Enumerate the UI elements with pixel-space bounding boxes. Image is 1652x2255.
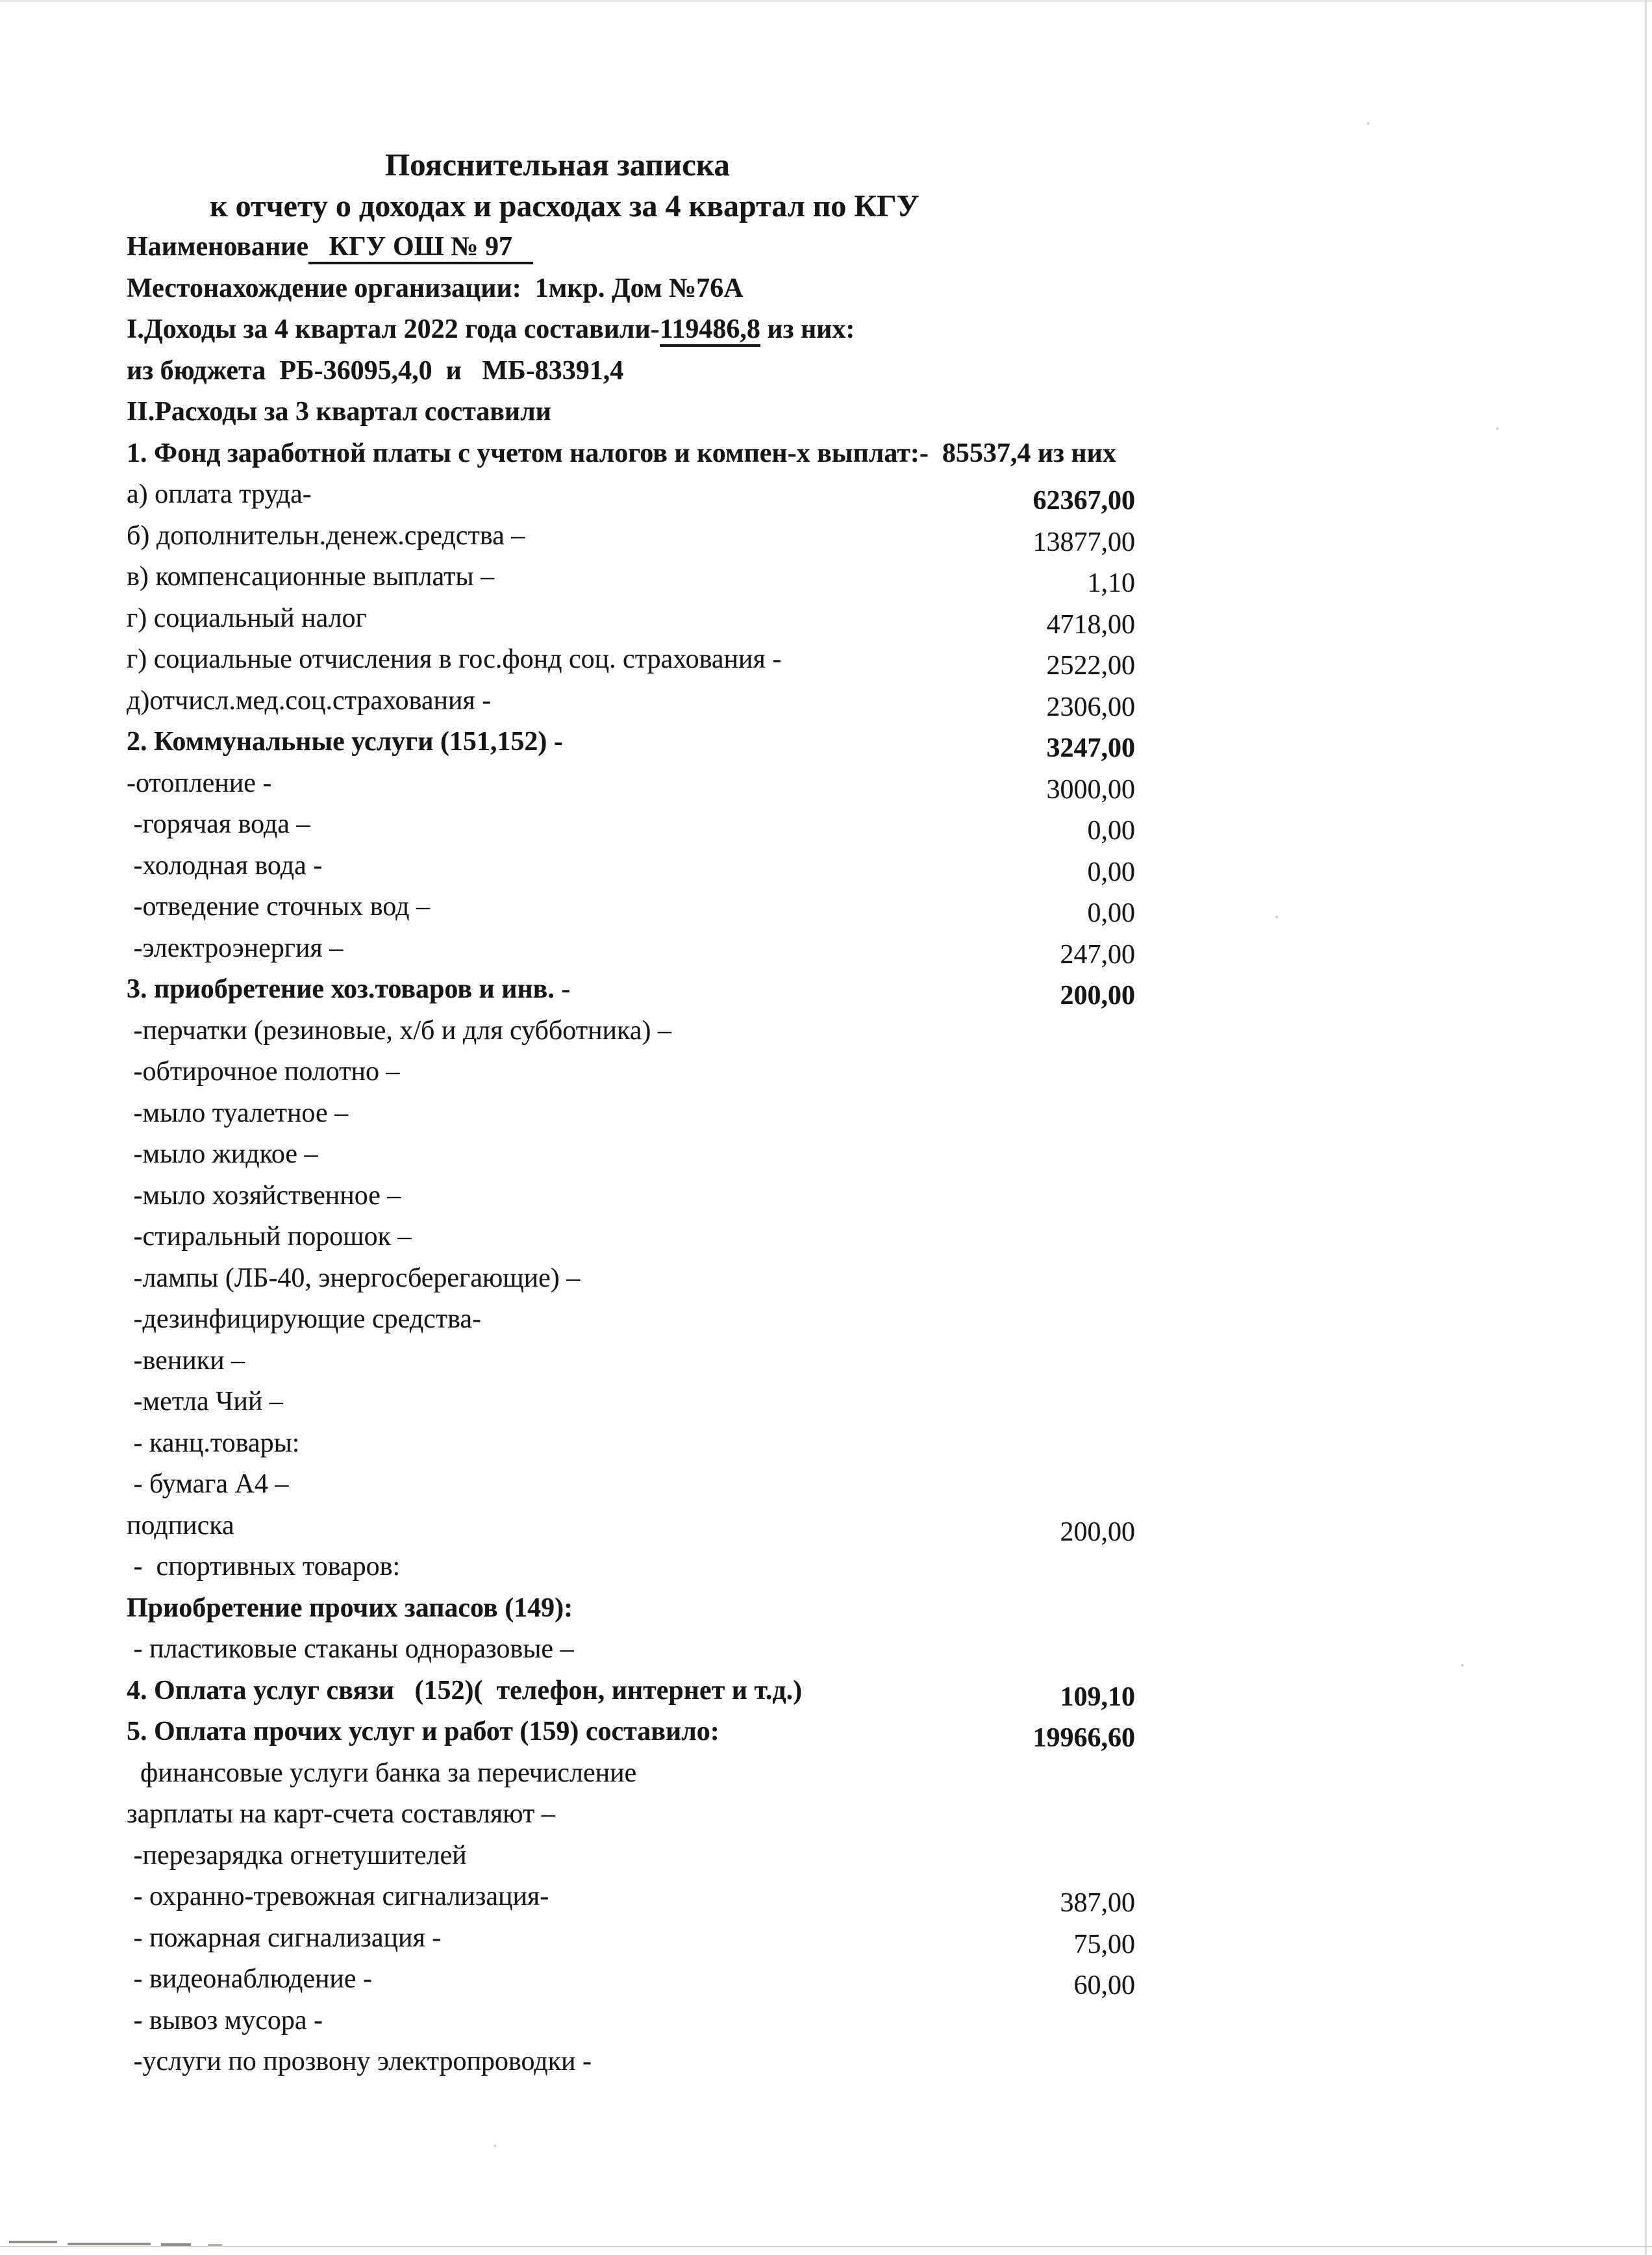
row-label: -холодная вода - <box>127 850 323 881</box>
scan-edge-right <box>1645 0 1647 2255</box>
expense-row <box>127 1464 1135 1505</box>
row-label: г) социальный налог <box>127 603 367 633</box>
row-label: -лампы (ЛБ-40, энергосберегающие) – <box>127 1263 581 1293</box>
row-label: 2. Коммунальные услуги (151,152) - <box>127 727 563 757</box>
row-value: 3247,00 <box>1046 733 1135 763</box>
expense-row <box>127 1959 1135 2000</box>
row-label: 3. приобретение хоз.товаров и инв. - <box>127 974 571 1004</box>
row-label: -электроэнергия – <box>127 933 344 963</box>
row-value: 247,00 <box>1060 939 1135 970</box>
organization-location-line: Местонахождение организации: 1мкр. Дом №76А <box>127 273 744 303</box>
expense-row <box>127 1299 1135 1341</box>
row-label: - пожарная сигнализация - <box>127 1922 442 1953</box>
expense-row <box>127 1423 1135 1465</box>
row-label: - бумага А4 – <box>127 1469 289 1499</box>
budget-breakdown-line: из бюджета РБ-36095,4,0 и МБ-83391,4 <box>127 355 624 386</box>
expense-row <box>127 804 1135 846</box>
expense-row <box>127 1629 1135 1670</box>
row-value: 62367,00 <box>1032 486 1135 516</box>
expense-row <box>127 1216 1135 1258</box>
row-value: 3000,00 <box>1046 774 1135 805</box>
row-label: д)отчисл.мед.соц.страхования - <box>127 685 492 716</box>
expense-row <box>127 516 1135 557</box>
expense-row <box>127 887 1135 928</box>
scan-edge-top <box>0 0 1652 2</box>
row-label: -мыло жидкое – <box>127 1139 318 1169</box>
expense-row <box>127 1794 1135 1835</box>
expense-row <box>127 1258 1135 1300</box>
expense-row <box>127 1093 1135 1135</box>
row-label: -дезинфицирующие средства- <box>127 1304 481 1334</box>
row-value: 1,10 <box>1087 568 1135 598</box>
organization-name-line <box>127 227 1135 268</box>
row-label: 1. Фонд заработной платы с учетом налогов и компен-х выплат:- 85537,4 из них <box>127 438 1116 468</box>
expense-row <box>127 2041 1135 2083</box>
row-label: -обтирочное полотно – <box>127 1057 400 1087</box>
page-subtitle-text: к отчету о доходах и расходах за 4 квартал по КГУ <box>210 188 920 223</box>
expense-row <box>127 681 1135 722</box>
expense-row <box>127 433 1135 475</box>
row-value: 0,00 <box>1087 898 1135 928</box>
row-label: финансовые услуги банка за перечисление <box>127 1757 637 1788</box>
income-line-suffix: из них: <box>760 314 855 344</box>
expense-row <box>127 1052 1135 1093</box>
expense-row <box>127 1588 1135 1630</box>
expense-row <box>127 846 1135 887</box>
income-total-value: 119486,8 <box>660 314 760 347</box>
scan-smudge <box>9 2241 57 2243</box>
expense-row <box>127 1505 1135 1547</box>
row-label: - охранно-тревожная сигнализация- <box>127 1882 549 1911</box>
scan-speck <box>494 2145 496 2147</box>
expense-row <box>127 1711 1135 1753</box>
expense-row <box>127 1876 1135 1918</box>
expense-row <box>127 2000 1135 2042</box>
row-label: -горячая вода – <box>127 809 310 839</box>
expense-row <box>127 1011 1135 1052</box>
row-label: -мыло хозяйственное – <box>127 1180 401 1211</box>
expense-row <box>127 598 1135 640</box>
page-subtitle <box>127 186 1135 227</box>
row-label: - канц.товары: <box>127 1428 300 1458</box>
row-label: 4. Оплата услуг связи (152)( телефон, интернет и т.д.) <box>127 1675 803 1706</box>
row-value: 0,00 <box>1087 816 1135 846</box>
scan-edge-bottom <box>0 2246 1652 2247</box>
scan-smudge <box>208 2244 222 2246</box>
expense-row <box>127 928 1135 970</box>
scan-smudge <box>161 2243 191 2246</box>
expense-row <box>127 1546 1135 1588</box>
expense-row <box>127 474 1135 516</box>
row-label: - видеонаблюдение - <box>127 1964 373 1994</box>
expense-row <box>127 1134 1135 1176</box>
row-value: 0,00 <box>1087 857 1135 887</box>
row-value: 200,00 <box>1060 1517 1135 1547</box>
organization-name-value: КГУ ОШ № 97 <box>308 232 533 264</box>
row-label: -перчатки (резиновые, х/б и для субботника) – <box>127 1015 671 1046</box>
row-label: - спортивных товаров: <box>127 1552 401 1581</box>
row-label: -услуги по прозвону электропроводки - <box>127 2047 592 2076</box>
expenses-heading: II.Расходы за 3 квартал составили <box>127 397 551 427</box>
expense-row <box>127 1341 1135 1382</box>
row-label: - пластиковые стаканы одноразовые – <box>127 1634 574 1664</box>
row-value: 60,00 <box>1073 1971 1135 2000</box>
row-label: подписка <box>127 1510 234 1541</box>
document-body <box>127 144 1135 2083</box>
row-label: Приобретение прочих запасов (149): <box>127 1593 573 1623</box>
expense-row <box>127 557 1135 598</box>
scan-speck <box>1461 1664 1464 1667</box>
scan-speck <box>1496 427 1499 430</box>
row-label: -веники – <box>127 1345 245 1376</box>
row-label: - вывоз мусора - <box>127 2005 323 2035</box>
expense-row <box>127 1918 1135 1959</box>
row-value: 200,00 <box>1060 981 1135 1011</box>
row-value: 2306,00 <box>1046 692 1135 722</box>
page-title <box>127 144 1135 186</box>
row-value: 2522,00 <box>1046 651 1135 681</box>
row-value: 19966,60 <box>1032 1723 1135 1753</box>
expense-row <box>127 969 1135 1011</box>
row-label: б) дополнительн.денеж.средства – <box>127 520 525 551</box>
page-title-text: Пояснительная записка <box>385 147 730 183</box>
expense-row <box>127 1670 1135 1712</box>
row-label: г) социальные отчисления в гос.фонд соц. страхования - <box>127 644 782 674</box>
row-label: а) оплата труда- <box>127 479 312 509</box>
income-line-prefix: I.Доходы за 4 квартал 2022 года составили- <box>127 314 660 344</box>
row-value: 13877,00 <box>1032 527 1135 557</box>
row-value: 4718,00 <box>1046 609 1135 640</box>
scan-speck <box>1367 122 1370 125</box>
expense-row <box>127 1753 1135 1795</box>
row-label: -стиральный порошок – <box>127 1222 412 1252</box>
scan-speck <box>1275 916 1278 918</box>
organization-name-label: Наименование <box>127 232 308 262</box>
expense-row <box>127 1176 1135 1217</box>
income-line <box>127 309 1135 351</box>
expense-rows <box>127 433 1135 2083</box>
expense-row <box>127 1381 1135 1423</box>
row-label: -метла Чий – <box>127 1387 283 1417</box>
row-label: -отопление - <box>127 768 272 798</box>
expense-row <box>127 722 1135 763</box>
expense-row <box>127 639 1135 681</box>
row-label: зарплаты на карт-счета составляют – <box>127 1799 555 1829</box>
row-label: -мыло туалетное – <box>127 1098 349 1128</box>
expense-row <box>127 1835 1135 1877</box>
row-label: -перезарядка огнетушителей <box>127 1840 467 1871</box>
row-value: 109,10 <box>1060 1682 1135 1712</box>
row-label: 5. Оплата прочих услуг и работ (159) составило: <box>127 1717 720 1746</box>
row-value: 387,00 <box>1060 1888 1135 1918</box>
row-label: -отведение сточных вод – <box>127 892 430 922</box>
row-value: 75,00 <box>1073 1929 1135 1959</box>
row-label: в) компенсационные выплаты – <box>127 562 495 592</box>
scan-smudge <box>68 2243 151 2245</box>
expense-row <box>127 763 1135 805</box>
